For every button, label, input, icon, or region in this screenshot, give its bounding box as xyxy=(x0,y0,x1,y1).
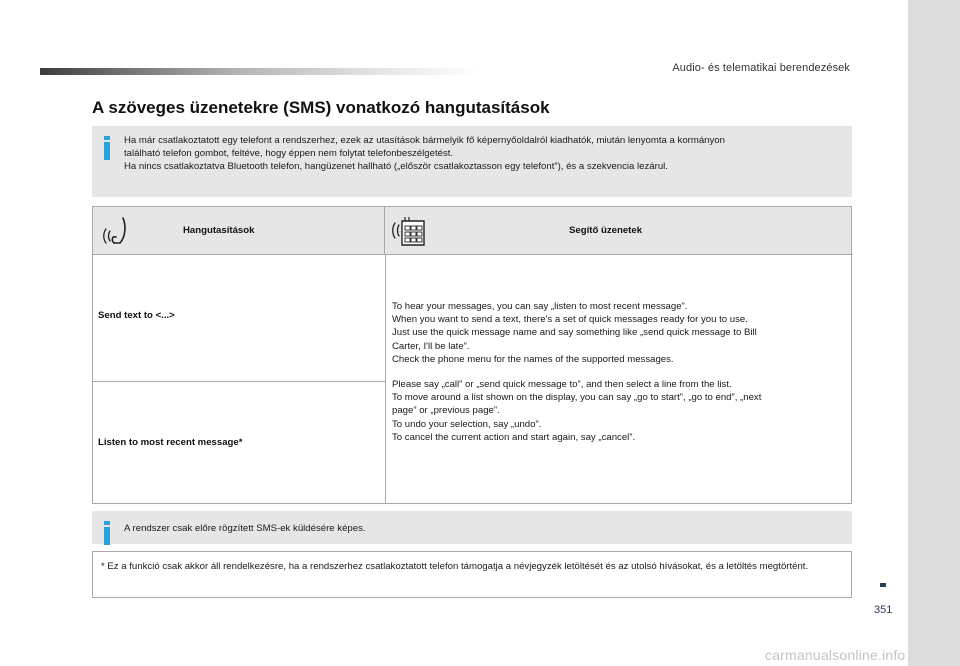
info-box-connection xyxy=(92,126,852,197)
help-line: To hear your messages, you can say „listen to most recent message”. xyxy=(392,301,688,312)
help-line: When you want to send a text, there's a set of quick messages ready for you to use. xyxy=(392,314,748,326)
info-line: található telefon gombot, feltéve, hogy éppen nem folytat telefonbeszélgetést. xyxy=(124,148,454,159)
help-messages xyxy=(392,300,832,444)
table-header-help xyxy=(385,207,851,254)
help-line: Carter, I'll be late”. xyxy=(392,340,470,352)
footnote-line: letöltés megtörtént. xyxy=(726,561,809,572)
help-line: Just use the quick message name and say something like „send quick message to Bill xyxy=(392,327,757,339)
help-line: To cancel the current action and start again, say „cancel”. xyxy=(392,431,636,443)
table-divider xyxy=(93,254,853,255)
row-divider xyxy=(93,381,385,382)
page-title: A szöveges üzenetekre (SMS) vonatkozó hangutasítások xyxy=(92,98,550,117)
info-line: Ha nincs csatlakoztatva Bluetooth telefon, hangüzenet hallható („először csatlakoztasson egy telefont”), és a szekvencia lezárul. xyxy=(124,161,668,172)
info-line: A rendszer csak előre rögzített SMS-ek küldésére képes. xyxy=(124,523,366,534)
page-marker xyxy=(880,583,886,587)
voice-commands-table xyxy=(92,206,852,504)
help-column-header: Segítő üzenetek xyxy=(569,225,643,236)
info-text xyxy=(124,522,832,535)
header-gradient-bar xyxy=(40,68,480,75)
footnote-line: * Ez a funkció csak akkor áll rendelkezésre, ha a rendszerhez csatlakoztatott telefon támogatja a névjegyzék letöltését és az utolsó hívásokat, és a xyxy=(101,561,724,572)
info-icon xyxy=(104,136,110,160)
help-line: To undo your selection, say „undo”. xyxy=(392,418,542,430)
info-text xyxy=(124,134,832,173)
footnote-text xyxy=(101,560,841,573)
footnote xyxy=(92,551,852,598)
section-title: Audio- és telematikai berendezések xyxy=(672,62,850,74)
voice-help-icon xyxy=(389,213,425,249)
page-number: 351 xyxy=(874,604,893,616)
watermark: carmanualsonline.info xyxy=(765,647,906,663)
command-send-text: Send text to <...> xyxy=(98,310,175,321)
info-icon xyxy=(104,521,110,545)
command-listen-message: Listen to most recent message* xyxy=(98,437,243,448)
help-line: Check the phone menu for the names of the supported messages. xyxy=(392,353,674,365)
info-box-sms xyxy=(92,511,852,544)
table-header-commands xyxy=(93,207,385,254)
help-line: To move around a list shown on the display, you can say „go to start”, „go to end”, „next xyxy=(392,392,762,404)
column-divider xyxy=(385,254,386,504)
voice-command-icon xyxy=(101,216,131,246)
commands-column-header: Hangutasítások xyxy=(183,225,255,236)
help-line: Please say „call” or „send quick message to”, and then select a line from the list. xyxy=(392,379,732,391)
info-line: Ha már csatlakoztatott egy telefont a rendszerhez, ezek az utasítások bármelyik fő képernyőoldalról kiadhatók, miután lenyomta a kormányon xyxy=(124,135,725,146)
help-line: page” or „previous page”. xyxy=(392,405,500,417)
right-margin-strip xyxy=(908,0,960,666)
